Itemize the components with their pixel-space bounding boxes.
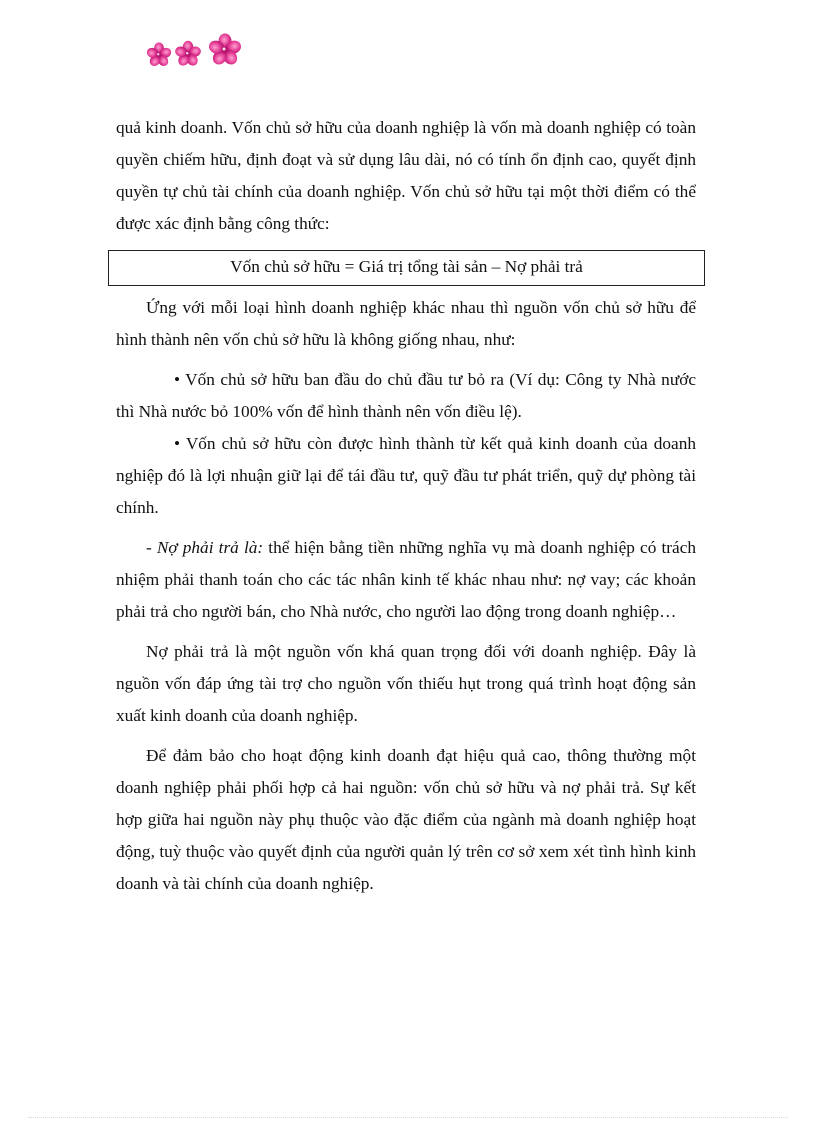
bullet-icon: • <box>174 370 181 389</box>
formula-text: Vốn chủ sở hữu = Giá trị tổng tài sản – Nợ phải trả <box>230 257 583 276</box>
liabilities-definition-text: thể hiện bằng tiền những nghĩa vụ mà doanh nghiệp có trách nhiệm phải thanh toán cho các tác nhân kinh tế khác nhau như: nợ vay; các khoản phải trả cho người bán, cho Nhà nước, cho người lao động trong doanh nghiệp… <box>116 538 697 621</box>
bullet-item-2 <box>116 428 696 524</box>
bullet-text-2: Vốn chủ sở hữu còn được hình thành từ kết quả kinh doanh của doanh nghiệp đó là lợi nhuận giữ lại để tái đầu tư, quỹ đầu tư phát triển, quỹ dự phòng tài chính. <box>116 434 696 517</box>
paragraph-intro: quả kinh doanh. Vốn chủ sở hữu của doanh nghiệp là vốn mà doanh nghiệp có toàn quyền chiếm hữu, định đoạt và sử dụng lâu dài, nó có tính ổn định cao, quyết định quyền tự chủ tài chính của doanh nghiệp. Vốn chủ sở hữu tại một thời điểm có thể được xác định bằng công thức: <box>116 118 696 233</box>
flower-middle <box>174 41 202 68</box>
page-bottom-divider <box>28 1117 788 1118</box>
bullet-text-1: Vốn chủ sở hữu ban đầu do chủ đầu tư bỏ ra (Ví dụ: Công ty Nhà nước thì Nhà nước bỏ 100% vốn để hình thành nên vốn điều lệ). <box>116 370 696 421</box>
bullet-icon: • <box>174 434 181 453</box>
paragraph-capital-combination: Để đảm bảo cho hoạt động kinh doanh đạt hiệu quả cao, thông thường một doanh nghiệp phải phối hợp cả hai nguồn: vốn chủ sở hữu và nợ phải trả. Sự kết hợp giữa hai nguồn này phụ thuộc vào đặc điểm của ngành mà doanh nghiệp hoạt động, tuỳ thuộc vào quyết định của người quản lý trên cơ sở xem xét tình hình kinh doanh và tài chính của doanh nghiệp. <box>116 746 696 893</box>
paragraph-liabilities-definition <box>116 532 696 628</box>
flower-left <box>146 42 173 68</box>
three-pink-flowers-icon <box>143 30 253 72</box>
formula-box <box>108 250 705 286</box>
bullet-item-1 <box>116 364 696 428</box>
document-body <box>116 112 696 900</box>
liabilities-term: - Nợ phải trả là: <box>146 538 264 557</box>
paragraph-owner-capital-types: Ứng với mỗi loại hình doanh nghiệp khác nhau thì nguồn vốn chủ sở hữu để hình thành nên vốn chủ sở hữu là không giống nhau, như: <box>116 298 696 349</box>
paragraph-liabilities-importance: Nợ phải trả là một nguồn vốn khá quan trọng đối với doanh nghiệp. Đây là nguồn vốn đáp ứng tài trợ cho nguồn vốn thiếu hụt trong quá trình hoạt động sản xuất kinh doanh của doanh nghiệp. <box>116 642 696 725</box>
